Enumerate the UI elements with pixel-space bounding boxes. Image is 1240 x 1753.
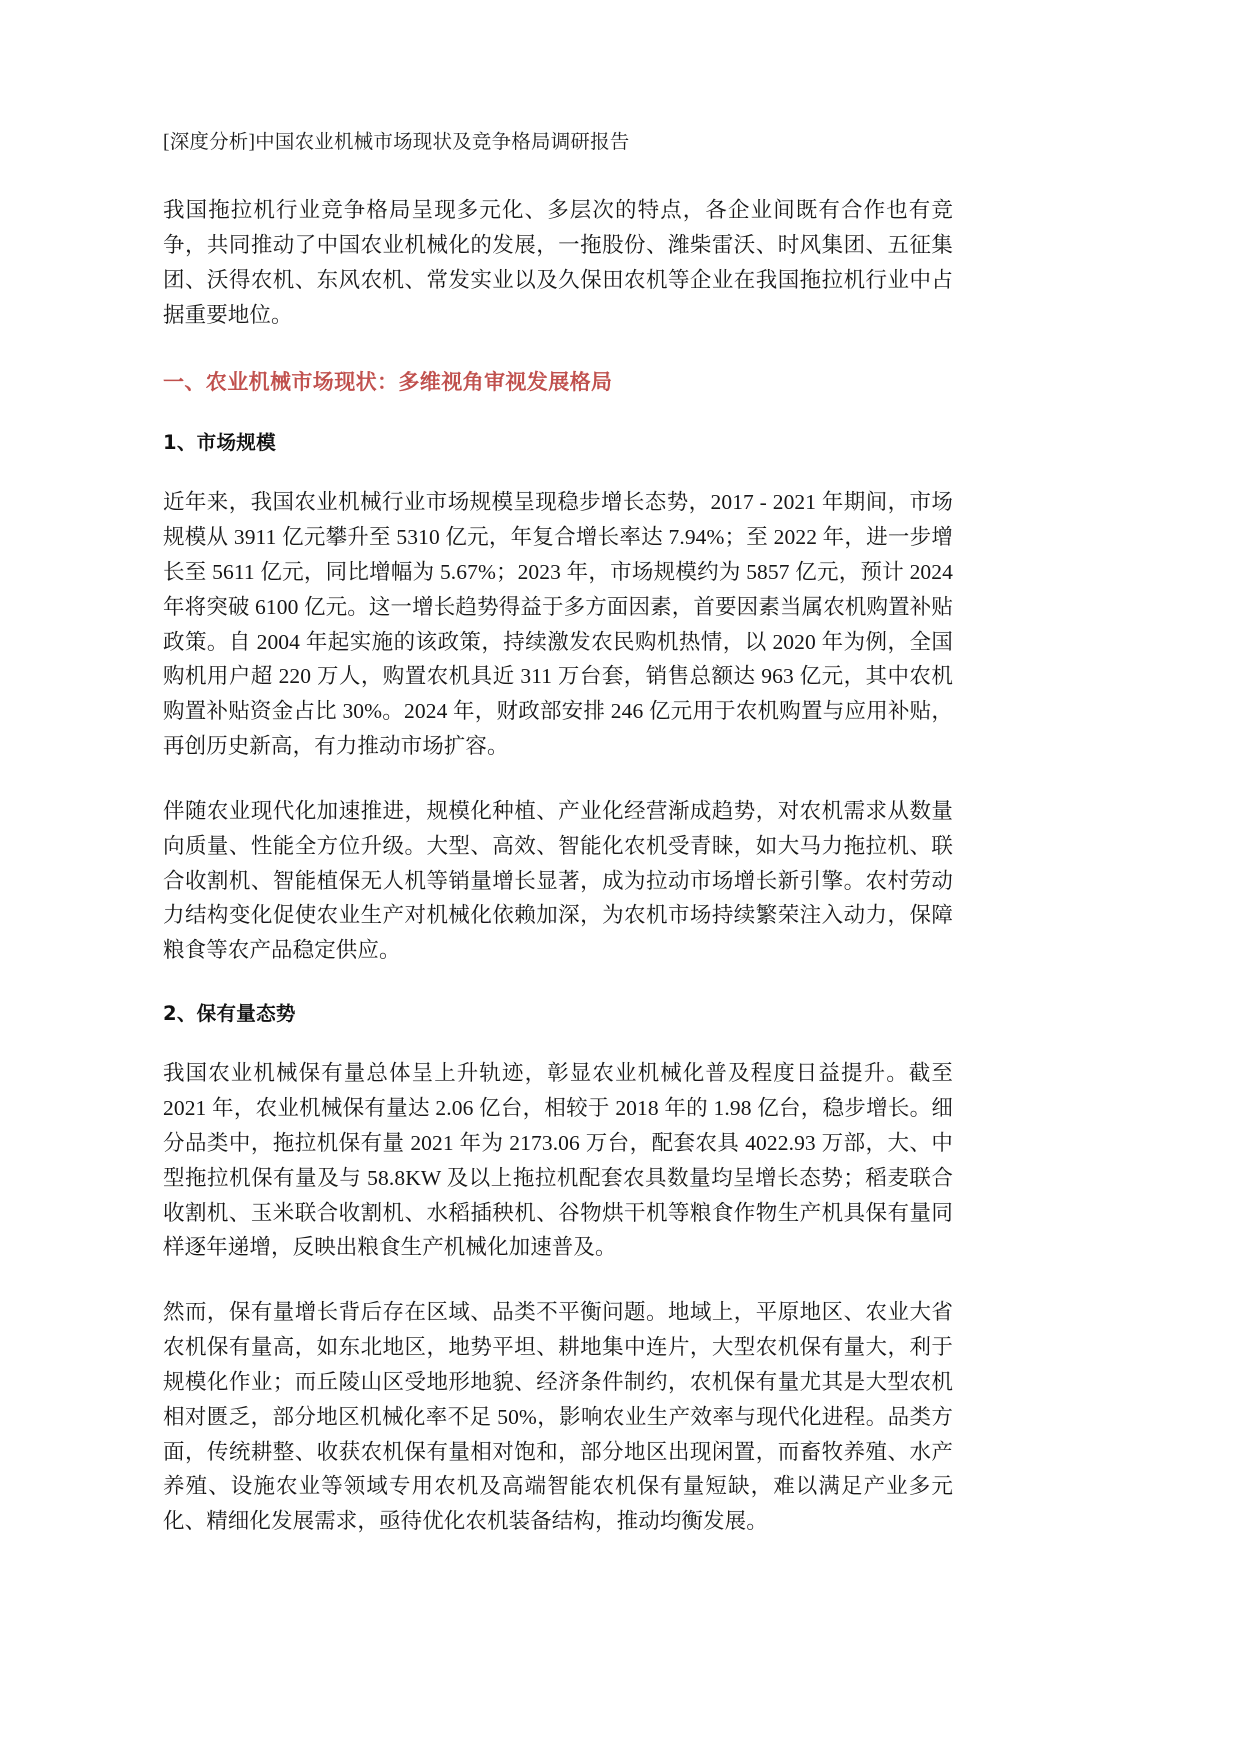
ownership-paragraph-1: 我国农业机械保有量总体呈上升轨迹，彰显农业机械化普及程度日益提升。截至 2021 年，农业机械保有量达 2.06 亿台，相较于 2018 年的 1.98 亿台，稳步增长。细分品类中，拖拉机保有量 2021 年为 2173.06 万台，配套农具 4022.93 万部，大、中型拖拉机保有量及与 58.8KW 及以上拖拉机配套农具数量均呈增长态势；稻麦联合收割机、玉米联合收割机、水稻插秧机、谷物烘干机等粮食作物生产机具保有量同样逐年递增，反映出粮食生产机械化加速普及。 [163,1061,953,1260]
market-size-paragraph-1: 近年来，我国农业机械行业市场规模呈现稳步增长态势，2017 - 2021 年期间，市场规模从 3911 亿元攀升至 5310 亿元，年复合增长率达 7.94%；至 2022 年，进一步增长至 5611 亿元，同比增幅为 5.67%；2023 年，市场规模约为 5857 亿元，预计 2024 年将突破 6100 亿元。这一增长趋势得益于多方面因素，首要因素当属农机购置补贴政策。自 2004 年起实施的该政策，持续激发农民购机热情，以 2020 年为例，全国购机用户超 220 万人，购置农机具近 311 万台套，销售总额达 963 亿元，其中农机购置补贴资金占比 30%。2024 年，财政部安排 246 亿元用于农机购置与应用补贴，再创历史新高，有力推动市场扩容。 [163,490,953,759]
sub-heading-ownership-trend: 2、保有量态势 [163,1002,296,1026]
section-heading-one: 一、农业机械市场现状：多维视角审视发展格局 [163,369,613,394]
market-size-paragraph-2: 伴随农业现代化加速推进，规模化种植、产业化经营渐成趋势，对农机需求从数量向质量、性能全方位升级。大型、高效、智能化农机受青睐，如大马力拖拉机、联合收割机、智能植保无人机等销量增长显著，成为拉动市场增长新引擎。农村劳动力结构变化促使农业生产对机械化依赖加深，为农机市场持续繁荣注入动力，保障粮食等农产品稳定供应。 [163,798,953,963]
document-title: [深度分析]中国农业机械市场现状及竞争格局调研报告 [163,132,630,153]
ownership-paragraph-2: 然而，保有量增长背后存在区域、品类不平衡问题。地域上，平原地区、农业大省农机保有量高，如东北地区，地势平坦、耕地集中连片，大型农机保有量大，利于规模化作业；而丘陵山区受地形地貌、经济条件制约，农机保有量尤其是大型农机相对匮乏，部分地区机械化率不足 50%，影响农业生产效率与现代化进程。品类方面，传统耕整、收获农机保有量相对饱和，部分地区出现闲置，而畜牧养殖、水产养殖、设施农业等领域专用农机及高端智能农机保有量短缺，难以满足产业多元化、精细化发展需求，亟待优化农机装备结构，推动均衡发展。 [163,1300,953,1534]
document-content [163,128,953,1539]
sub-heading-market-size: 1、市场规模 [163,431,276,454]
intro-paragraph: 我国拖拉机行业竞争格局呈现多元化、多层次的特点，各企业间既有合作也有竞争，共同推动了中国农业机械化的发展，一拖股份、潍柴雷沃、时风集团、五征集团、沃得农机、东风农机、常发实业以及久保田农机等企业在我国拖拉机行业中占据重要地位。 [163,198,953,327]
